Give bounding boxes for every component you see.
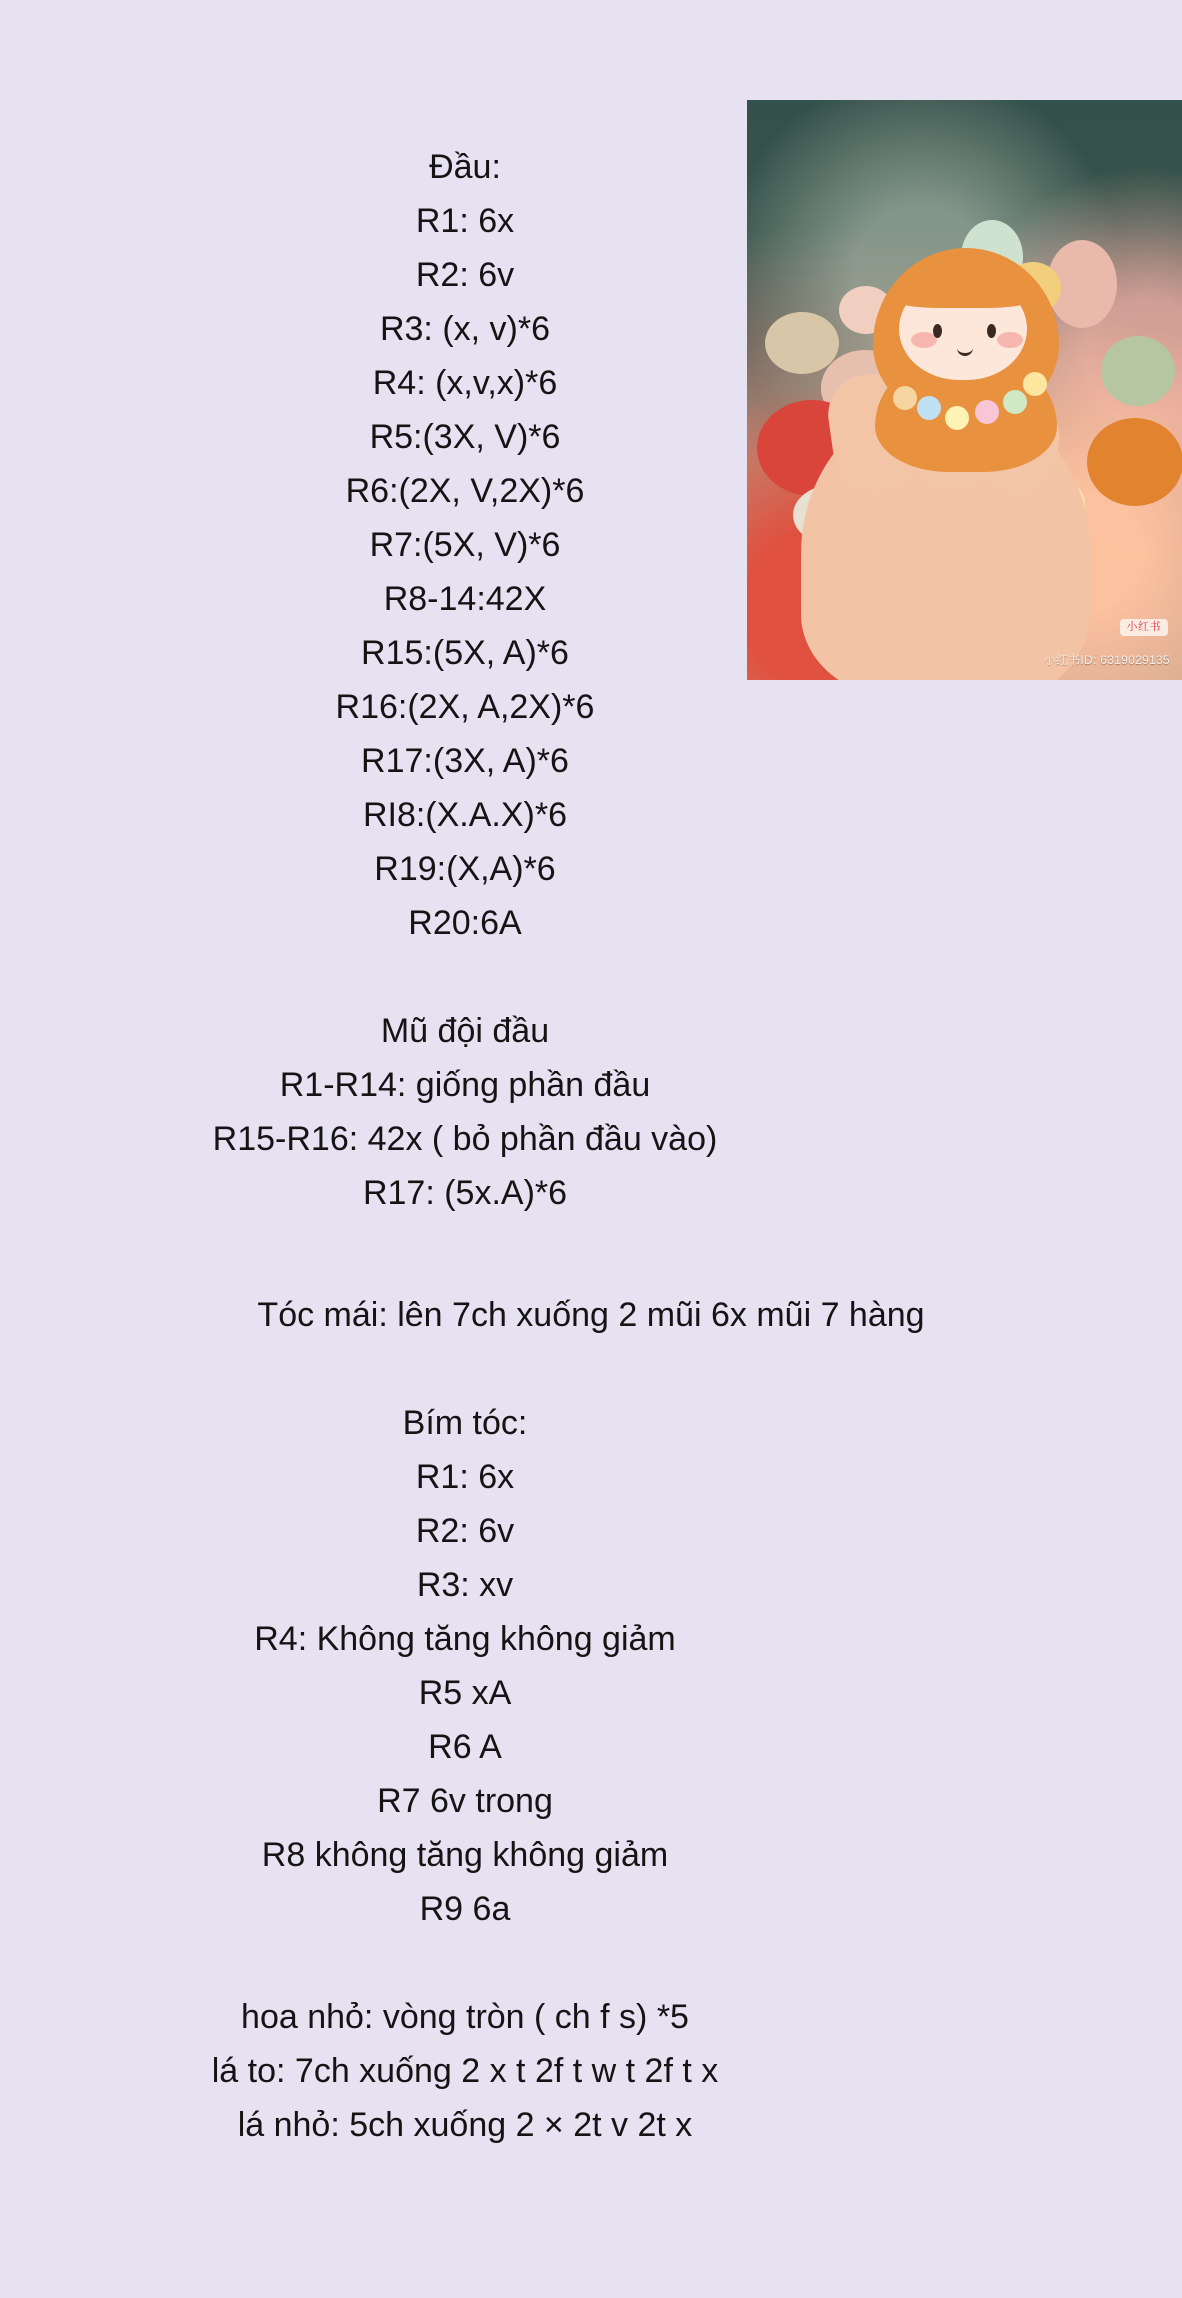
section-bim-toc (0, 1396, 930, 2152)
pattern-line: R8-14:42X (383, 580, 547, 618)
pattern-line: R7:(5X, V)*6 (369, 526, 561, 564)
pattern-line: R7 6v trong (377, 1782, 553, 1820)
watermark-badge: 小红书 (1120, 619, 1169, 636)
pattern-line: R6 A (428, 1728, 502, 1766)
pattern-line: R4: Không tăng không giảm (254, 1620, 676, 1658)
pattern-line: R5:(3X, V)*6 (369, 418, 561, 456)
pattern-line: lá to: 7ch xuống 2 x t 2f t w t 2f t x (211, 2052, 719, 2090)
flower-decoration (975, 400, 999, 424)
pattern-line: R15:(5X, A)*6 (361, 634, 569, 672)
pattern-line: R4: (x,v,x)*6 (372, 364, 558, 402)
doll-cheek-right (997, 332, 1023, 348)
pattern-line: R20:6A (408, 904, 522, 942)
pattern-line: R1: 6x (415, 202, 515, 240)
pattern-line: R1: 6x (415, 1458, 515, 1496)
pattern-line: R16:(2X, A,2X)*6 (335, 688, 595, 726)
section-spacer (0, 1936, 930, 1990)
pattern-line-toc-mai: Tóc mái: lên 7ch xuống 2 mũi 6x mũi 7 hàng (257, 1296, 925, 1334)
pattern-line: R15-R16: 42x ( bỏ phần đầu vào) (212, 1120, 718, 1158)
watermark-id: 小红书ID: 6319029135 (1043, 653, 1170, 667)
pattern-line: hoa nhỏ: vòng tròn ( ch f s) *5 (241, 1998, 689, 2036)
section-title: Mũ đội đầu (380, 1012, 550, 1050)
pattern-line: R2: 6v (415, 1512, 515, 1550)
pattern-line: R8 không tăng không giảm (261, 1836, 669, 1874)
pattern-line: lá nhỏ: 5ch xuống 2 × 2t v 2t x (237, 2106, 693, 2144)
pattern-line: RI8:(X.A.X)*6 (362, 796, 568, 834)
pattern-line: R3: (x, v)*6 (379, 310, 551, 348)
pattern-line: R5 xA (418, 1674, 512, 1712)
pattern-line: R19:(X,A)*6 (374, 850, 556, 888)
flower-decoration (1023, 372, 1047, 396)
section-dau (0, 140, 930, 1220)
section-title: Bím tóc: (402, 1404, 528, 1442)
pattern-line: R17:(3X, A)*6 (361, 742, 569, 780)
doll-eye-right (987, 324, 996, 338)
flower-decoration (1003, 390, 1027, 414)
section-title: Đầu: (429, 148, 501, 186)
plush-toy-shape (1101, 336, 1175, 406)
pattern-line: R2: 6v (415, 256, 515, 294)
section-spacer (0, 950, 930, 1004)
pattern-line: R9 6a (419, 1890, 511, 1928)
doll-eye-left (933, 324, 942, 338)
flower-decoration (945, 406, 969, 430)
pattern-line: R6:(2X, V,2X)*6 (345, 472, 585, 510)
pattern-line: R3: xv (416, 1566, 514, 1604)
plush-toy-shape (1087, 418, 1182, 506)
pattern-line: R17: (5x.A)*6 (362, 1174, 568, 1212)
pattern-line: R1-R14: giống phần đầu (279, 1066, 651, 1104)
